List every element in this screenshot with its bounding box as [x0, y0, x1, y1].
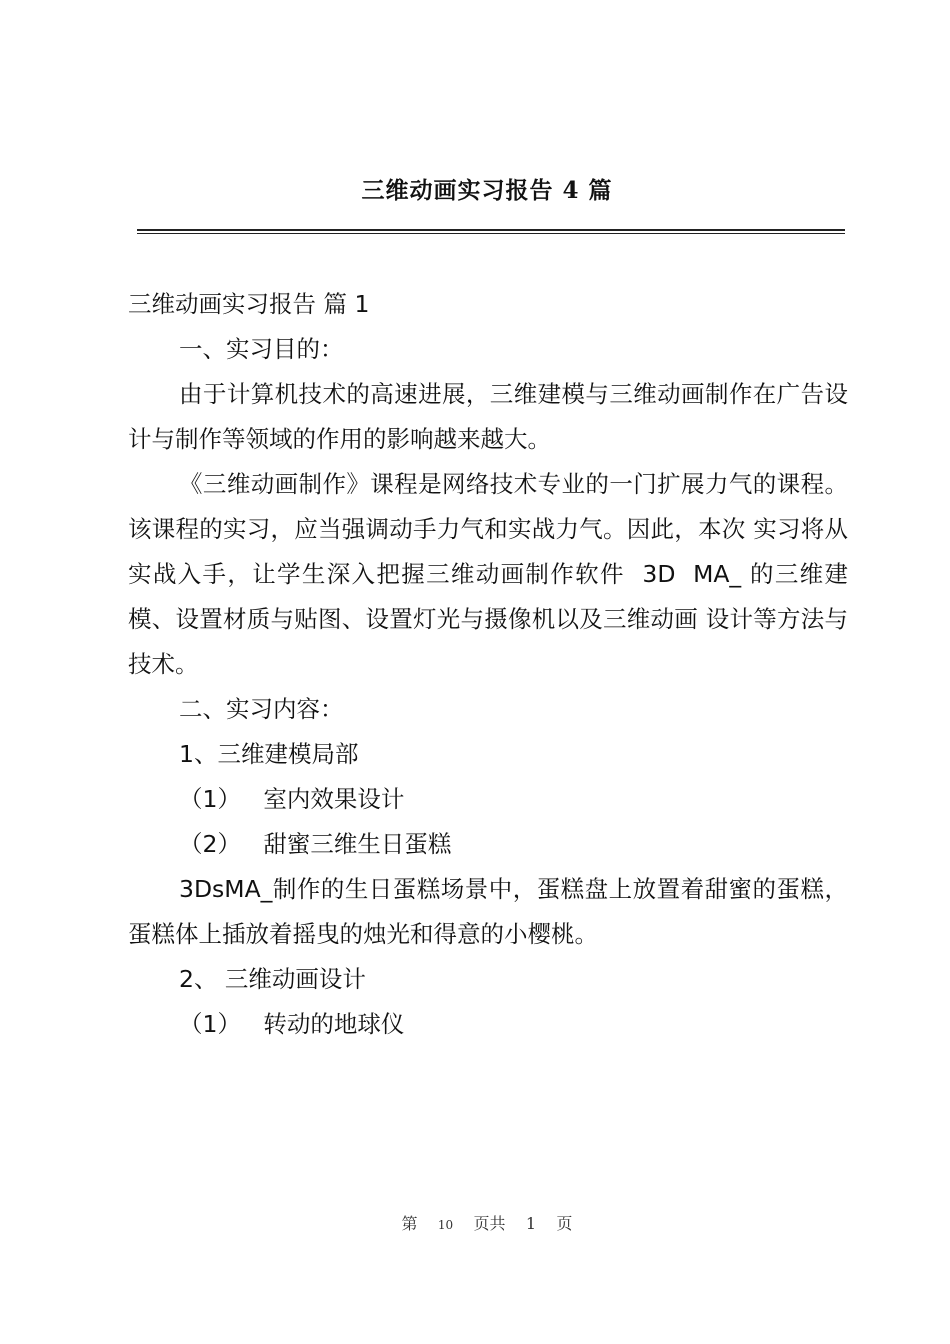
document-title: 三维动画实习报告 4 篇 — [361, 177, 613, 204]
list-item: 2、 三维动画设计 — [179, 965, 366, 993]
page-footer — [0, 1211, 950, 1234]
footer-suffix: 页 — [556, 1214, 573, 1233]
body-paragraph: 《三维动画制作》课程是网络技术专业的一门扩展力气的课程。该课程的实习，应当强调动手力气和实战力气。因此，本次 实习将从实战入手，让学生深入把握三维动画制作软件 3D MA_ 的三维建模、设置材质与贴图、设置灯光与摄像机以及三维动画 设计等方法与技术。 — [128, 470, 848, 678]
body-paragraph: 由于计算机技术的高速进展，三维建模与三维动画制作在广告设计与制作等领域的作用的影响越来越大。 — [128, 380, 848, 453]
subsection-heading: 一、实习目的： — [179, 335, 344, 363]
list-item: （1） 室内效果设计 — [179, 785, 405, 813]
list-item: （2） 甜蜜三维生日蛋糕 — [179, 830, 452, 858]
list-item: 1、三维建模局部 — [179, 740, 359, 768]
document-body — [128, 282, 848, 1047]
body-paragraph: 3DsMA_制作的生日蛋糕场景中，蛋糕盘上放置着甜蜜的蛋糕，蛋糕体上插放着摇曳的烛光和得意的小樱桃。 — [128, 875, 848, 948]
list-item: （1） 转动的地球仪 — [179, 1010, 405, 1038]
title-divider — [137, 229, 845, 234]
footer-total: 1 — [525, 1214, 537, 1233]
footer-middle: 页共 — [473, 1214, 506, 1233]
footer-page-number: 10 — [437, 1218, 454, 1232]
footer-prefix: 第 — [401, 1214, 418, 1233]
subsection-heading: 二、实习内容： — [179, 695, 344, 723]
section-heading: 三维动画实习报告 篇 1 — [128, 290, 370, 318]
